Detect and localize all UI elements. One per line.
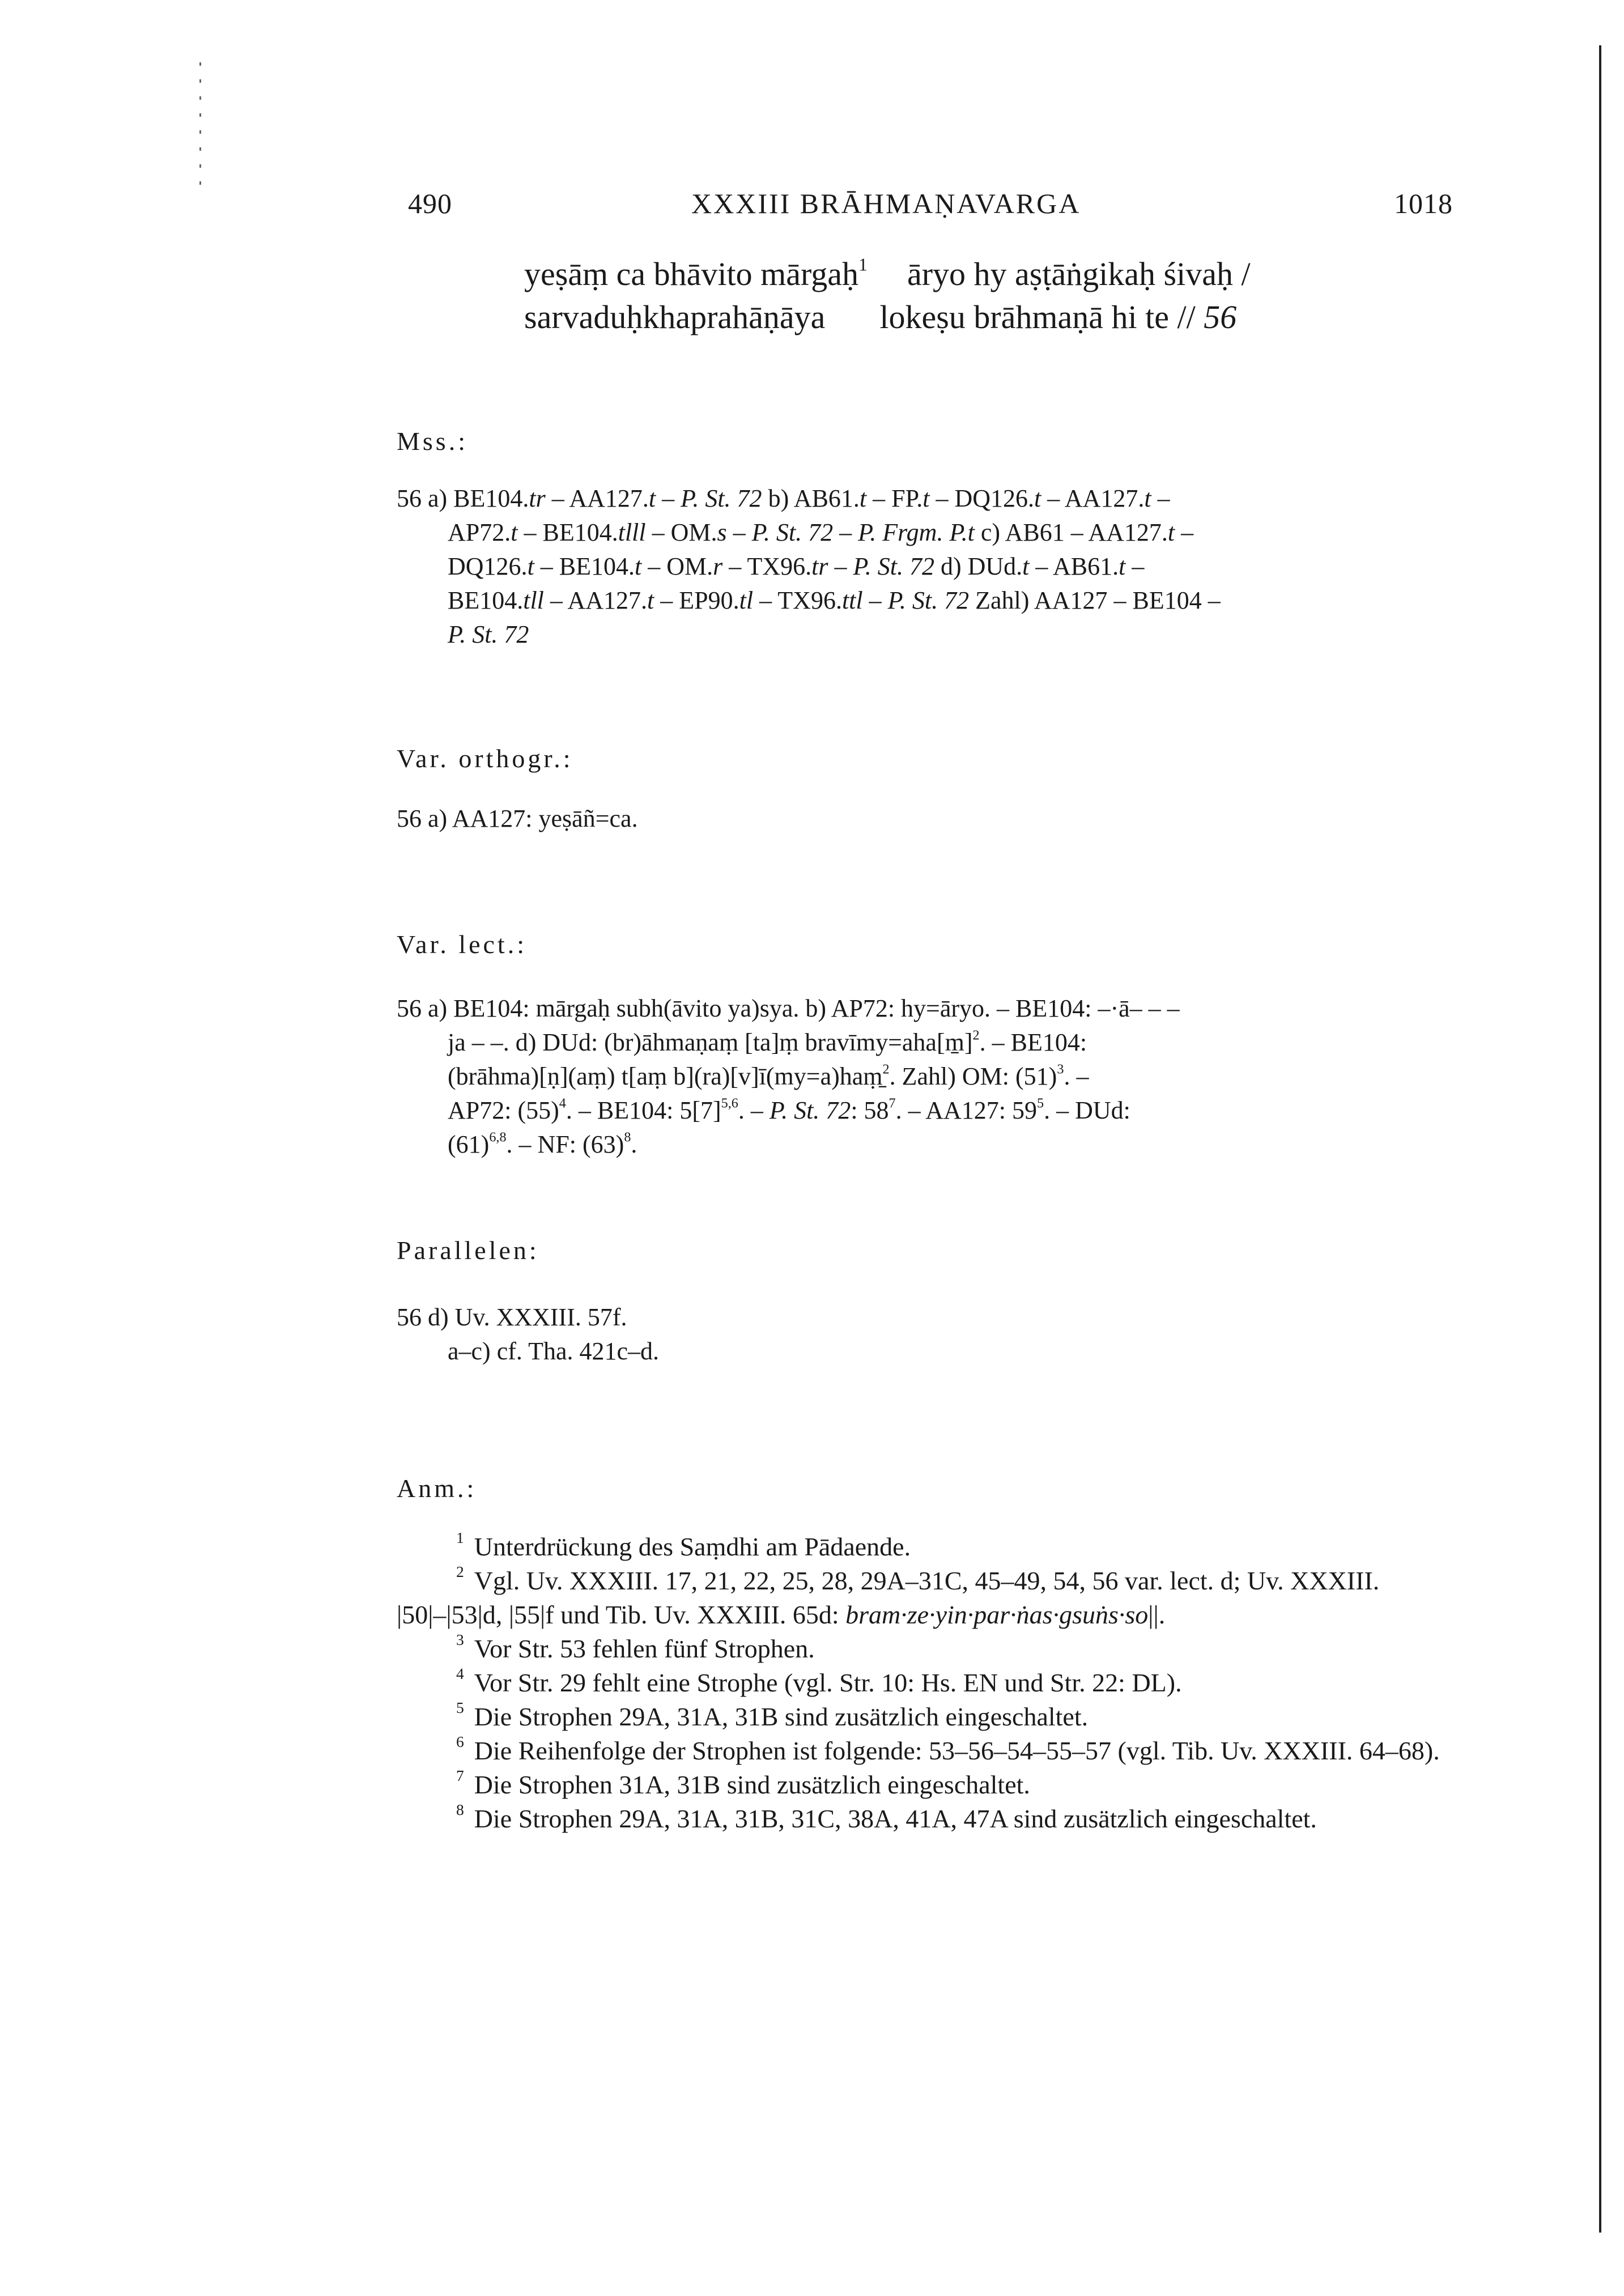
- text-run: – TX96.: [753, 586, 842, 614]
- text-run: t: [1167, 518, 1175, 546]
- mss-block: [397, 482, 1456, 652]
- footnote-ref: 7: [456, 1766, 464, 1784]
- verse-number: 1018: [1394, 188, 1453, 219]
- text-run: t: [1022, 552, 1030, 580]
- mss-line: [397, 550, 1456, 584]
- text-run: P. St. 72: [769, 1096, 851, 1124]
- text-run: – FP.: [866, 484, 923, 512]
- text-run: –: [1125, 552, 1145, 580]
- footnote: [397, 1802, 1462, 1836]
- text-run: d) DUd.: [934, 552, 1023, 580]
- footnote: [397, 1768, 1462, 1802]
- footnote-ref: 8: [456, 1800, 464, 1818]
- text-run: P. St. 72: [853, 552, 934, 580]
- text-run: –: [656, 484, 681, 512]
- text-run: t: [1144, 484, 1151, 512]
- text-run: tr: [529, 484, 546, 512]
- var-lect-line: [397, 1128, 1456, 1162]
- footnote: [397, 1666, 1462, 1700]
- var-lect-line: [397, 992, 1456, 1026]
- text-run: –: [833, 518, 858, 546]
- text-run: – AA127.: [545, 484, 649, 512]
- footnote-ref: 6,8: [489, 1129, 507, 1145]
- text-run: Die Strophen 29A, 31A, 31B, 31C, 38A, 41A, 47A sind zusätzlich eingeschaltet.: [474, 1804, 1317, 1833]
- text-run: . – AA127: 59: [895, 1096, 1037, 1124]
- text-run: AP72: (55): [448, 1096, 559, 1124]
- parallel-line: 56 d) Uv. XXXIII. 57f.: [397, 1303, 627, 1331]
- text-run: : 58: [851, 1096, 889, 1124]
- text-run: t: [511, 518, 518, 546]
- var-lect-line: [397, 1094, 1456, 1128]
- running-title: XXXIII BRĀHMAṆAVARGA: [691, 188, 1081, 219]
- text-run: Die Reihenfolge der Strophen ist folgende: 53–56–54–55–57 (vgl. Tib. Uv. XXXIII. 64–68).: [474, 1736, 1440, 1765]
- text-run: b) AB61.: [762, 484, 860, 512]
- text-run: DQ126.: [448, 552, 528, 580]
- section-title-parallelen: Parallelen:: [397, 1236, 539, 1265]
- var-lect-line: [397, 1026, 1456, 1060]
- section-title-anm: Anm.:: [397, 1474, 477, 1503]
- text-run: Unterdrückung des Saṃdhi am Pādaende.: [474, 1532, 911, 1561]
- footnote-ref: 8: [624, 1129, 631, 1145]
- text-run: – OM.: [641, 552, 713, 580]
- verse-pada-c: sarvaduḥkhaprahāṇāya: [524, 299, 826, 335]
- text-run: – OM.: [645, 518, 717, 546]
- text-run: (61): [448, 1130, 490, 1158]
- text-run: t: [647, 586, 654, 614]
- footnote-ref: 7: [888, 1095, 896, 1111]
- footnote-ref: 1: [456, 1528, 464, 1546]
- footnote: [397, 1564, 1462, 1632]
- parallelen-block: [397, 1300, 1456, 1368]
- parallel-line: a–c) cf. Tha. 421c–d.: [448, 1337, 660, 1365]
- footnote-ref: 4: [456, 1664, 464, 1682]
- footnote: [397, 1632, 1462, 1666]
- text-run: – BE104.: [534, 552, 635, 580]
- text-run: . –: [738, 1096, 770, 1124]
- text-run: – AB61.: [1029, 552, 1119, 580]
- verse-line-1: [524, 253, 1251, 296]
- text-run: Vor Str. 53 fehlen fünf Strophen.: [474, 1634, 815, 1663]
- text-run: – EP90.: [654, 586, 739, 614]
- footnote-ref: 3: [456, 1630, 464, 1648]
- verse-no: 56: [1204, 299, 1237, 335]
- var-orthogr-line: 56 a) AA127: yeṣāñ=ca.: [397, 805, 638, 832]
- footnote-ref: 6: [456, 1732, 464, 1750]
- text-run: t: [859, 484, 867, 512]
- var-lect-line: [397, 1060, 1456, 1094]
- text-run: . – DUd:: [1044, 1096, 1130, 1124]
- section-title-var-lect: Var. lect.:: [397, 930, 527, 959]
- verse-block: [524, 253, 1251, 339]
- text-run: BE104.: [448, 586, 524, 614]
- text-run: ||.: [1148, 1600, 1166, 1629]
- footnote-ref: 4: [559, 1095, 566, 1111]
- footnote-ref: 5,6: [721, 1095, 738, 1111]
- text-run: – AA127.: [543, 586, 648, 614]
- text-run: t: [648, 484, 656, 512]
- text-run: t: [1034, 484, 1041, 512]
- text-run: t: [922, 484, 930, 512]
- text-run: –: [1175, 518, 1194, 546]
- text-run: – AA127.: [1041, 484, 1145, 512]
- text-run: .: [631, 1130, 637, 1158]
- text-run: tlll: [618, 518, 646, 546]
- var-orthogr-block: [397, 802, 1456, 836]
- scan-edge-line: [1599, 45, 1601, 2233]
- var-lect-block: [397, 992, 1456, 1162]
- text-run: –: [862, 586, 888, 614]
- text-run: r: [713, 552, 723, 580]
- text-run: t: [635, 552, 642, 580]
- footnote: [397, 1530, 1462, 1564]
- text-run: Zahl) AA127 – BE104 –: [969, 586, 1221, 614]
- text-run: c) AB61 – AA127.: [974, 518, 1168, 546]
- text-run: (brāhma)[ṇ](aṃ) t[aṃ b](ra)[v]ī(my=a)haṃ̱: [448, 1062, 883, 1090]
- footnote-ref: 1: [858, 254, 868, 275]
- text-run: –: [828, 552, 853, 580]
- footnote-ref: 2: [456, 1562, 464, 1580]
- text-run: –: [1151, 484, 1170, 512]
- section-title-var-orthogr: Var. orthogr.:: [397, 744, 573, 773]
- text-run: . Zahl) OM: (51): [889, 1062, 1057, 1090]
- text-run: ja – –. d) DUd: (br)āhmaṇaṃ [ta]ṃ bravīmy=aha[m̱]: [448, 1028, 973, 1056]
- text-run: – DQ126.: [929, 484, 1035, 512]
- notes-block: [397, 1530, 1462, 1836]
- verse-pada-b: āryo hy aṣṭāṅgikaḥ śivaḥ /: [907, 256, 1251, 292]
- text-run: tl: [739, 586, 754, 614]
- text-run: P. St. 72: [681, 484, 762, 512]
- footnote-ref: 2: [972, 1027, 980, 1043]
- section-title-mss: Mss.:: [397, 427, 468, 456]
- text-run: . – BE104:: [979, 1028, 1087, 1056]
- text-run: s: [717, 518, 727, 546]
- text-run: tll: [523, 586, 544, 614]
- text-run: 56 a) BE104.: [397, 484, 529, 512]
- footnote-ref: 2: [882, 1061, 890, 1077]
- mss-line: [397, 584, 1456, 618]
- verse-line-2: [524, 296, 1251, 339]
- mss-line: [397, 482, 1456, 516]
- footnote: [397, 1700, 1462, 1734]
- text-run: . – NF: (63): [506, 1130, 624, 1158]
- text-run: . –: [1064, 1062, 1089, 1090]
- text-run: P. St. 72: [887, 586, 970, 614]
- page-number: 490: [408, 188, 452, 219]
- text-run: bram·ze·yin·par·ṅas·gsuṅs·so: [845, 1600, 1149, 1629]
- text-run: P. Frgm. P.t: [858, 518, 975, 546]
- footnote-ref: 5: [1037, 1095, 1044, 1111]
- footnote: [397, 1734, 1462, 1768]
- text-run: Vor Str. 29 fehlt eine Strophe (vgl. Str. 10: Hs. EN und Str. 22: DL).: [474, 1668, 1182, 1697]
- mss-line: [397, 516, 1456, 550]
- text-run: Die Strophen 31A, 31B sind zusätzlich eingeschaltet.: [474, 1770, 1030, 1799]
- text-run: – BE104.: [517, 518, 618, 546]
- text-run: –: [726, 518, 752, 546]
- mss-line: [397, 618, 1456, 652]
- text-run: t: [1119, 552, 1126, 580]
- text-run: . – BE104: 5[7]: [566, 1096, 721, 1124]
- text-run: AP72.: [448, 518, 511, 546]
- text-run: – TX96.: [722, 552, 812, 580]
- scan-artifact-dots: [199, 62, 201, 187]
- text-run: tr: [811, 552, 828, 580]
- text-run: ttl: [841, 586, 863, 614]
- text-run: t: [527, 552, 534, 580]
- text-run: P. St. 72: [448, 620, 529, 648]
- footnote-ref: 5: [456, 1698, 464, 1716]
- text-run: Die Strophen 29A, 31A, 31B sind zusätzlich eingeschaltet.: [474, 1702, 1089, 1731]
- verse-pada-a: yeṣāṃ ca bhāvito mārgaḥ: [524, 256, 858, 292]
- text-run: P. St. 72: [751, 518, 834, 546]
- text-run: Vgl. Uv. XXXIII. 17, 21, 22, 25, 28, 29A–31C, 45–49, 54, 56 var. lect. d; Uv. XXXIII. |50|–|53|d, |55|f und Tib. Uv. XXXIII. 65d:: [397, 1566, 1380, 1629]
- verse-pada-d: lokeṣu brāhmaṇā hi te //: [879, 299, 1196, 335]
- footnote-ref: 3: [1057, 1061, 1064, 1077]
- text-run: 56 a) BE104: mārgaḥ subh(āvito ya)sya. b) AP72: hy=āryo. – BE104: –·ā– – –: [397, 994, 1180, 1022]
